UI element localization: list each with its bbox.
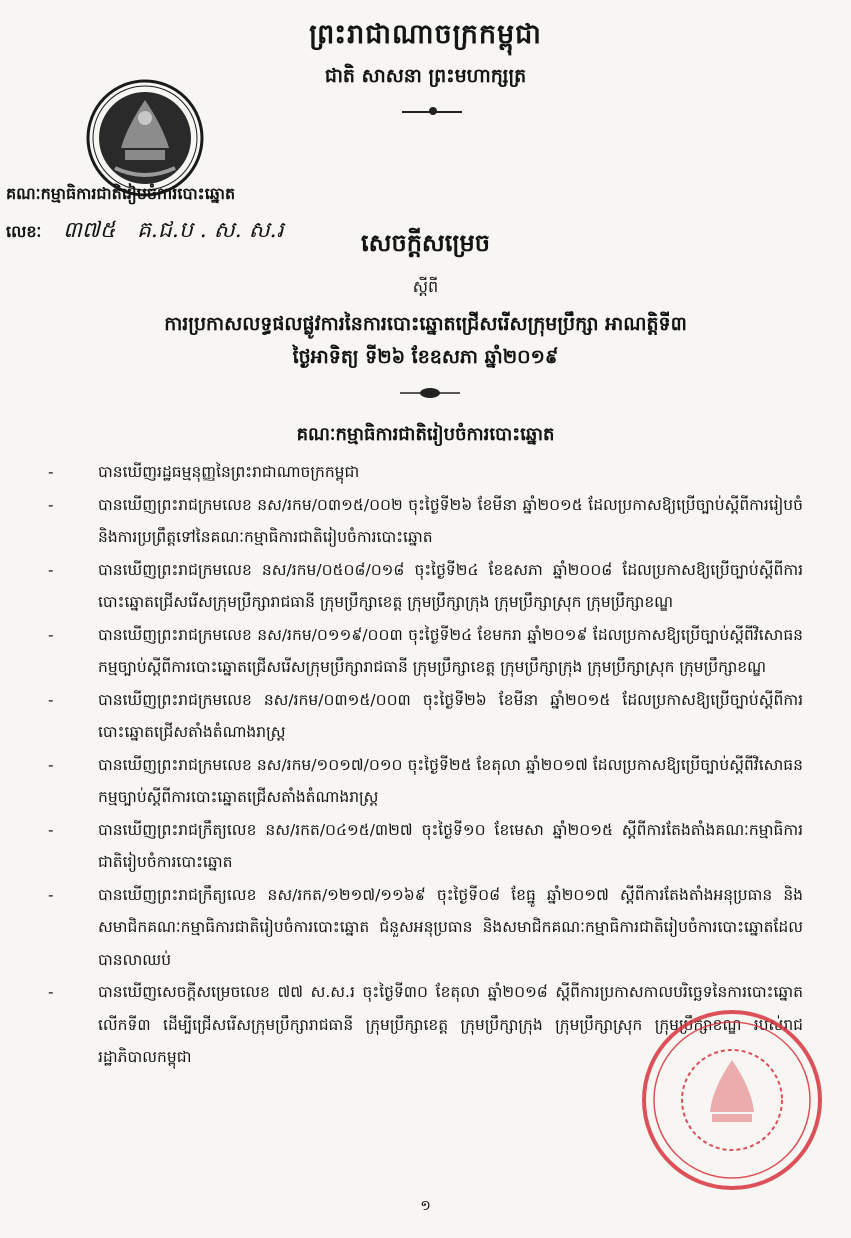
bullet-dash: - [48, 820, 54, 839]
list-item: - បានឃើញព្រះរាជក្រមលេខ នស/រកម/០៥០៨/០១៨ ចុះថ្ងៃទី២៤ ខែឧសភា ឆ្នាំ២០០៨ ដែលប្រកាសឱ្យប្រើច្បាប់ស្ដីពីការបោះឆ្នោតជ្រើសរើសក្រុមប្រឹក្សារាជធានី ក្រុមប្រឹក្សាខេត្ត ក្រុមប្រឹក្សាក្រុង ក្រុមប្រឹក្សាស្រុក ក្រុមប្រឹក្សាខណ្ឌ [48, 554, 803, 619]
bullet-dash: - [48, 495, 54, 514]
title-ornament [400, 386, 460, 400]
list-item: - បានឃើញព្រះរាជក្រមលេខ នស/រកម/១០១៧/០១០ ចុះថ្ងៃទី២៥ ខែតុលា ឆ្នាំ២០១៧ ដែលប្រកាសឱ្យប្រើច្បាប់ស្ដីពីវិសោធនកម្មច្បាប់ស្ដីពីការបោះឆ្នោតជ្រើសតាំងតំណាងរាស្ត្រ [48, 749, 803, 814]
bullet-dash: - [48, 560, 54, 579]
list-item: - បានឃើញព្រះរាជក្រមលេខ នស/រកម/០៣១៥/០០៣ ចុះថ្ងៃទី២៦ ខែមីនា ឆ្នាំ២០១៥ ដែលប្រកាសឱ្យប្រើច្បាប់ស្ដីពីការបោះឆ្នោតជ្រើសតាំងតំណាងរាស្ត្រ [48, 684, 803, 749]
kingdom-title: ព្រះរាជាណាចក្រកម្ពុជា [309, 19, 542, 50]
page-number: ១ [420, 1198, 431, 1214]
bullet-dash: - [48, 885, 54, 904]
bullet-dash: - [48, 755, 54, 774]
reference-label: លេខៈ [6, 222, 42, 241]
list-item: - បានឃើញព្រះរាជក្រមលេខ នស/រកម/០១១៩/០០៣ ចុះថ្ងៃទី២៤ ខែមករា ឆ្នាំ២០១៩ ដែលប្រកាសឱ្យប្រើច្បាប់ស្ដីពីវិសោធនកម្មច្បាប់ស្ដីពីការបោះឆ្នោតជ្រើសរើសក្រុមប្រឹក្សារាជធានី ក្រុមប្រឹក្សាខេត្ត ក្រុមប្រឹក្សាក្រុង ក្រុមប្រឹក្សាស្រុក ក្រុមប្រឹក្សាខណ្ឌ [48, 619, 803, 684]
subject-line-2: ថ្ងៃអាទិត្យ ទី២៦ ខែឧសភា ឆ្នាំ២០១៩ [292, 346, 559, 368]
list-item: - បានឃើញព្រះរាជក្រមលេខ នស/រកម/០៣១៥/០០២ ចុះថ្ងៃទី២៦ ខែមីនា ឆ្នាំ២០១៥ ដែលប្រកាសឱ្យប្រើច្បាប់ស្ដីពីការរៀបចំ និងការប្រព្រឹត្តទៅនៃគណៈកម្មាធិការជាតិរៀបចំការបោះឆ្នោត [48, 489, 803, 554]
subject-line-1: ការប្រកាសលទ្ធផលផ្លូវការនៃការបោះឆ្នោតជ្រើសរើសក្រុមប្រឹក្សា អាណត្តិទី៣ [164, 313, 687, 335]
reference-suffix: គ.ជ.ប . ស. ស.រ [136, 218, 284, 243]
bullet-dash: - [48, 625, 54, 644]
list-item: - បានឃើញរដ្ឋធម្មនុញ្ញនៃព្រះរាជាណាចក្រកម្ពុជា [48, 456, 803, 489]
official-red-stamp [640, 1008, 825, 1193]
bullet-dash: - [48, 463, 54, 481]
committee-heading: គណៈកម្មាធិការជាតិរៀបចំការបោះឆ្នោត [296, 424, 555, 445]
list-item: - បានឃើញព្រះរាជក្រឹត្យលេខ នស/រកត/១២១៧/១១៦៩ ចុះថ្ងៃទី០៨ ខែធ្នូ ឆ្នាំ២០១៧ ស្ដីពីការតែងតាំងអនុប្រធាន និងសមាជិកគណៈកម្មាធិការជាតិរៀបចំការបោះឆ្នោត ជំនួសអនុប្រធាន និងសមាជិកគណៈកម្មាធិការជាតិរៀបចំការបោះឆ្នោតដែលបានលាឈប់ [48, 879, 803, 977]
national-motto: ជាតិ សាសនា ព្រះមហាក្សត្រ [324, 65, 527, 87]
reference-number: ៣៧៥ [62, 218, 116, 243]
list-item: - បានឃើញព្រះរាជក្រឹត្យលេខ នស/រកត/០៤១៥/៣២៧ ចុះថ្ងៃទី១០ ខែមេសា ឆ្នាំ២០១៥ ស្ដីពីការតែងតាំងគណៈកម្មាធិការជាតិរៀបចំការបោះឆ្នោត [48, 814, 803, 879]
issuing-authority: គណៈកម្មាធិការជាតិរៀបចំការបោះឆ្នោត [6, 184, 236, 203]
bullet-dash: - [48, 983, 54, 1001]
list-item: - បានឃើញសេចក្ដីសម្រេចលេខ ៧៧ ស.ស.រ ចុះថ្ងៃទី៣០ ខែតុលា ឆ្នាំ២០១៨ ស្ដីពីការប្រកាសកាលបរិច្ឆេទនៃការបោះឆ្នោតលើកទី៣ ដើម្បីជ្រើសរើសក្រុមប្រឹក្សារាជធានី ក្រុមប្រឹក្សាខេត្ត ក្រុមប្រឹក្សាក្រុង ក្រុមប្រឹក្សាស្រុក ក្រុមប្រឹក្សាខណ្ឌ របស់រាជរដ្ឋាភិបាលកម្ពុជា [48, 976, 803, 1074]
committee-emblem-seal [85, 78, 205, 198]
document-title: សេចក្ដីសម្រេច [360, 229, 491, 257]
title-about: ស្ដីពី [412, 277, 439, 296]
considerations-list [48, 456, 803, 1074]
bullet-dash: - [48, 690, 54, 709]
motto-divider-ornament [429, 107, 437, 115]
